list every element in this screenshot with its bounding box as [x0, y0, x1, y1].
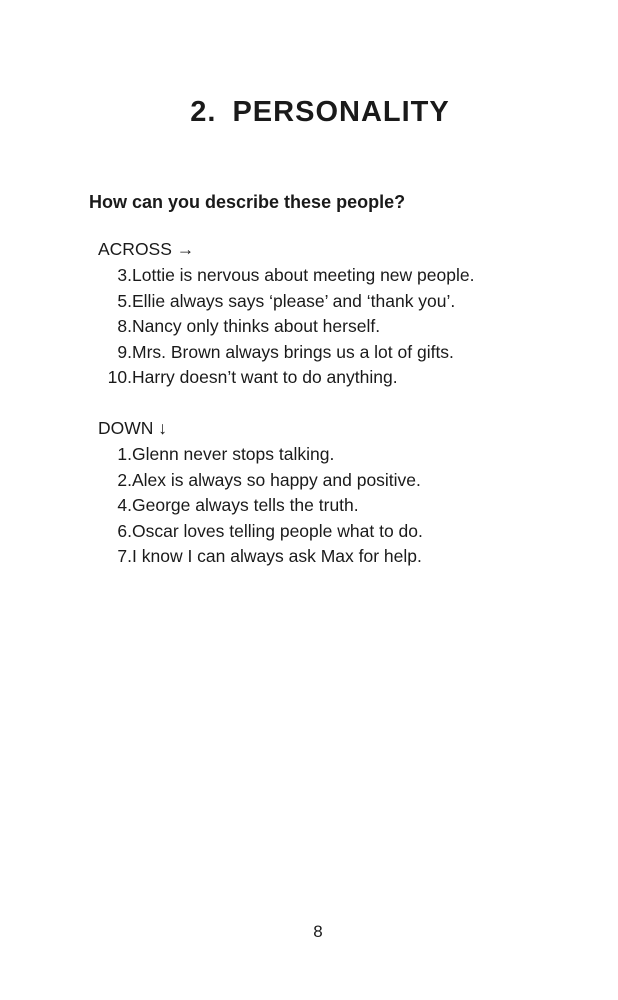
clue-number: 6.: [117, 520, 132, 541]
clue-item: [98, 544, 423, 570]
clue-item: [98, 365, 474, 391]
across-heading: ACROSS →: [98, 239, 195, 259]
exercise-prompt: How can you describe these people?: [89, 192, 406, 212]
clue-item: [98, 289, 474, 315]
clue-item: [98, 442, 423, 468]
across-clues-section: [98, 237, 474, 391]
clue-item: [98, 340, 474, 366]
clue-text: George always tells the truth.: [132, 495, 359, 516]
across-clue-list: [98, 263, 474, 391]
chapter-title: [0, 96, 618, 129]
clue-text: Glenn never stops talking.: [132, 444, 335, 464]
chapter-name: PERSONALITY: [232, 96, 450, 128]
clue-text: Lottie is nervous about meeting new people.: [132, 265, 475, 285]
clue-number: 9.: [117, 341, 132, 362]
clue-number: 5.: [117, 290, 132, 311]
clue-text: Nancy only thinks about herself.: [132, 316, 381, 337]
clue-item: [98, 468, 423, 494]
clue-text: I know I can always ask Max for help.: [132, 546, 422, 567]
down-clues-section: [98, 416, 423, 570]
down-clue-list: [98, 442, 423, 570]
page-number: 8: [313, 922, 323, 941]
clue-number: 10.: [107, 367, 132, 388]
clue-number: 3.: [117, 265, 132, 285]
clue-number: 1.: [117, 444, 132, 464]
clue-text: Oscar loves telling people what to do.: [132, 520, 423, 541]
down-heading: DOWN ↓: [98, 418, 168, 438]
clue-text: Mrs. Brown always brings us a lot of gifts.: [132, 341, 454, 362]
clue-number: 7.: [117, 546, 132, 567]
clue-item: [98, 519, 423, 545]
clue-item: [98, 314, 474, 340]
clue-number: 2.: [117, 469, 132, 490]
chapter-number: 2.: [190, 96, 217, 128]
clue-number: 4.: [117, 495, 132, 516]
clue-number: 8.: [117, 316, 132, 337]
clue-item: [98, 263, 474, 289]
clue-text: Alex is always so happy and positive.: [132, 469, 421, 490]
clue-item: [98, 493, 423, 519]
clue-text: Harry doesn’t want to do anything.: [132, 367, 398, 388]
clue-text: Ellie always says ‘please’ and ‘thank you’.: [132, 290, 456, 311]
